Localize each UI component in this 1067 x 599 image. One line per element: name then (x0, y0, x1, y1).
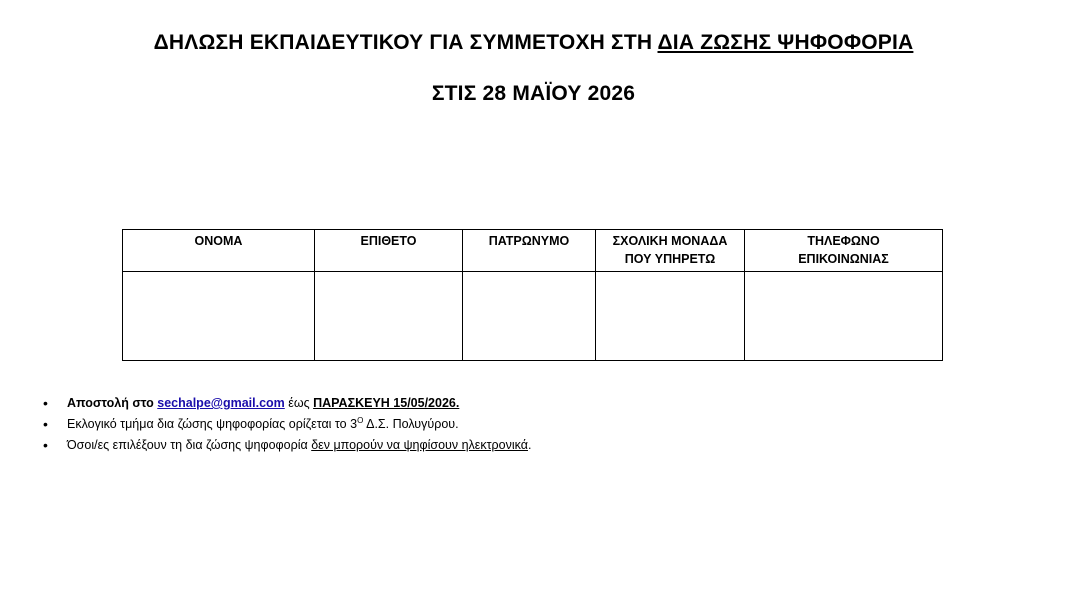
list-item: • Αποστολή στο sechalpe@gmail.com έως ΠΑΡΑΣΚΕΥΗ 15/05/2026. (40, 394, 531, 415)
header-fathers-name: ΠΑΤΡΩΝΥΜΟ (463, 230, 596, 272)
cell-school-unit[interactable] (596, 272, 745, 361)
table-header-row (123, 230, 943, 272)
document-title (0, 31, 1067, 55)
email-link[interactable]: sechalpe@gmail.com (157, 396, 285, 410)
cell-first-name[interactable] (123, 272, 315, 361)
cell-surname[interactable] (315, 272, 463, 361)
document-date-title: ΣΤΙΣ 28 ΜΑΪΟΥ 2026 (431, 82, 636, 105)
title-underlined: ΔΙΑ ΖΩΣΗΣ ΨΗΦΟΦΟΡΙΑ (657, 31, 914, 54)
notes-list (40, 394, 531, 457)
list-item: • Εκλογικό τμήμα δια ζώσης ψηφοφορίας ορίζεται το $3^O$ Δ.Σ. Πολυγύρου. (40, 415, 531, 436)
cell-fathers-name[interactable] (463, 272, 596, 361)
table-row (123, 272, 943, 361)
title-prefix: ΔΗΛΩΣΗ ΕΚΠΑΙΔΕΥΤΙΚΟΥ ΓΙΑ ΣΥΜΜΕΤΟΧΗ ΣΤΗ (153, 31, 658, 54)
declaration-table (122, 229, 943, 361)
deadline-text: ΠΑΡΑΣΚΕΥΗ 15/05/2026. (313, 396, 460, 410)
cell-phone[interactable] (745, 272, 943, 361)
list-item: • Όσοι/ες επιλέξουν τη δια ζώσης ψηφοφορία δεν μπορούν να ψηφίσουν ηλεκτρονικά. (40, 436, 531, 457)
header-first-name: ΟΝΟΜΑ (123, 230, 315, 272)
header-school-unit: ΣΧΟΛΙΚΗ ΜΟΝΑΔΑ ΠΟΥ ΥΠΗΡΕΤΩ (596, 230, 745, 272)
header-phone: ΤΗΛΕΦΩΝΟ ΕΠΙΚΟΙΝΩΝΙΑΣ (745, 230, 943, 272)
header-surname: ΕΠΙΘΕΤΟ (315, 230, 463, 272)
